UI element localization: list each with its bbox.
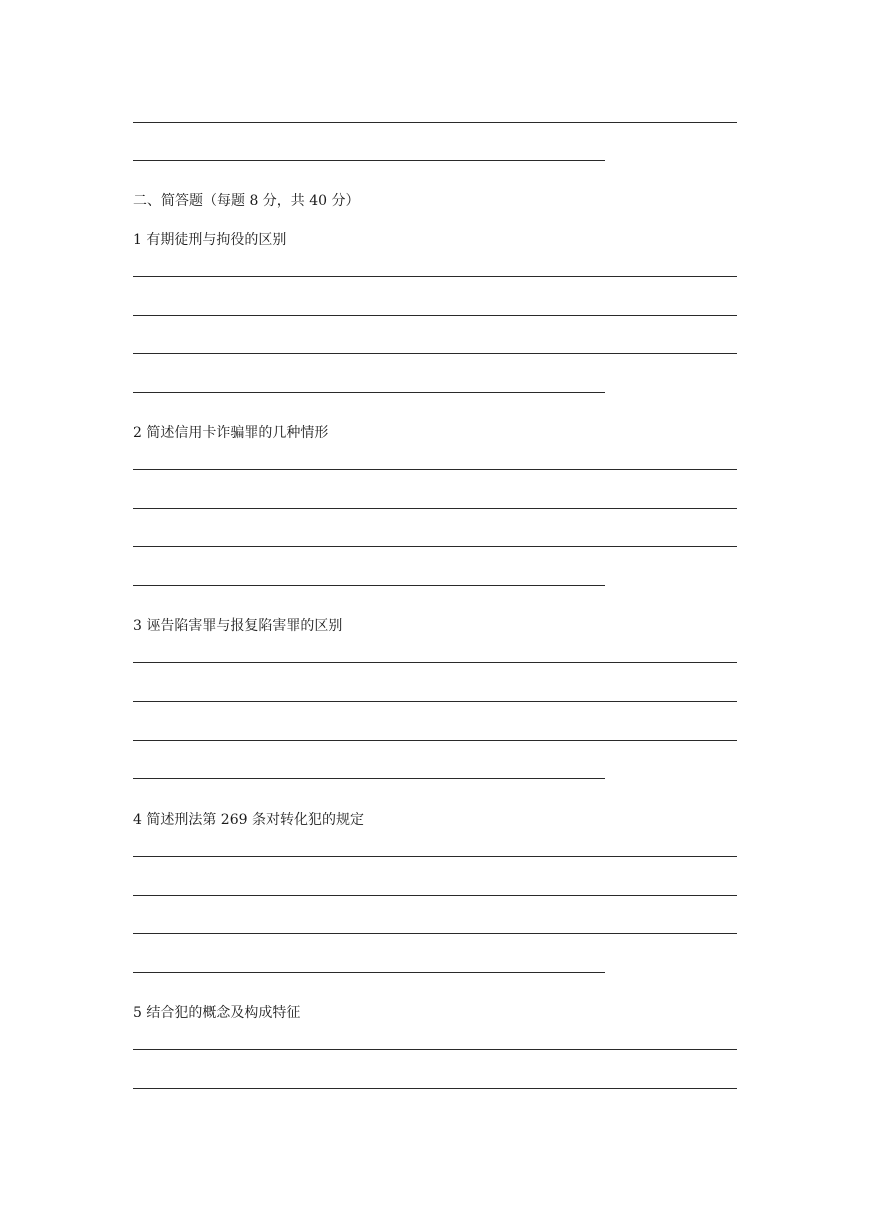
answer-line xyxy=(133,778,605,779)
answer-line xyxy=(133,469,737,470)
answer-line xyxy=(133,353,737,354)
question-label-5: 5 结合犯的概念及构成特征 xyxy=(133,1005,301,1021)
answer-line xyxy=(133,546,737,547)
answer-line xyxy=(133,933,737,934)
answer-line xyxy=(133,1049,737,1050)
answer-line xyxy=(133,392,605,393)
answer-line xyxy=(133,160,605,161)
answer-line xyxy=(133,508,737,509)
answer-line xyxy=(133,740,737,741)
answer-line xyxy=(133,895,737,896)
answer-line xyxy=(133,122,737,123)
answer-line xyxy=(133,276,737,277)
section-heading: 二、简答题（每题 8 分，共 40 分） xyxy=(133,193,360,209)
answer-line xyxy=(133,972,605,973)
question-label-2: 2 简述信用卡诈骗罪的几种情形 xyxy=(133,425,329,441)
answer-line xyxy=(133,701,737,702)
answer-line xyxy=(133,662,737,663)
answer-line xyxy=(133,315,737,316)
question-label-3: 3 诬告陷害罪与报复陷害罪的区别 xyxy=(133,618,343,634)
question-label-4: 4 简述刑法第 269 条对转化犯的规定 xyxy=(133,812,364,828)
answer-line xyxy=(133,585,605,586)
question-label-1: 1 有期徒刑与拘役的区别 xyxy=(133,232,287,248)
answer-line xyxy=(133,856,737,857)
answer-line xyxy=(133,1088,737,1089)
